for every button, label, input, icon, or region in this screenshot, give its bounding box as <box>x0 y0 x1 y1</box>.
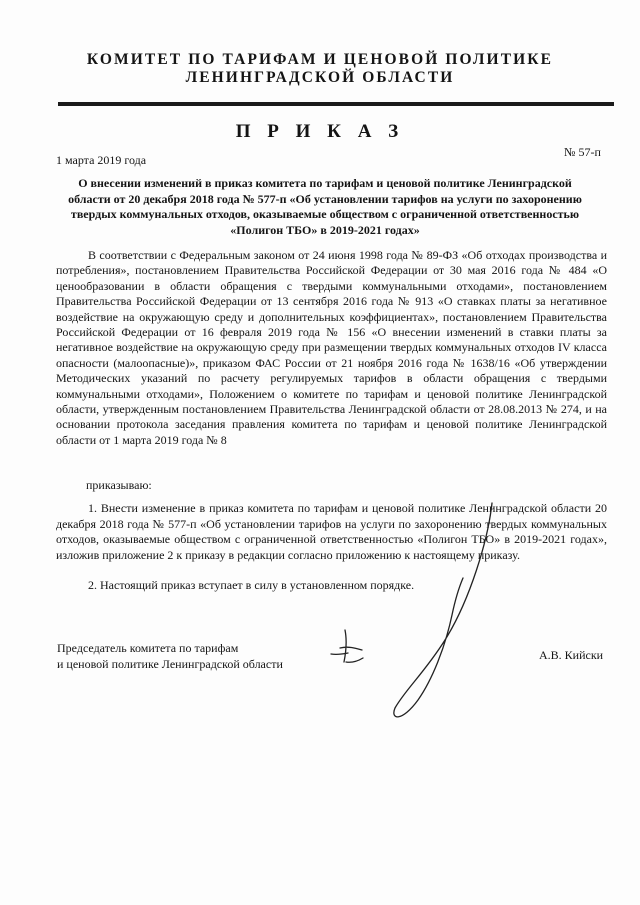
document-date: 1 марта 2019 года <box>56 153 147 167</box>
issuer-header-line2: ЛЕНИНГРАДСКОЙ ОБЛАСТИ <box>185 69 455 86</box>
issuer-header-line1: КОМИТЕТ ПО ТАРИФАМ И ЦЕНОВОЙ ПОЛИТИКЕ <box>86 51 554 68</box>
signer-position-line2: и ценовой политике Ленинградской области <box>57 657 283 671</box>
signer-position <box>57 640 283 672</box>
order-word: приказываю: <box>86 478 152 492</box>
order-item-2: 2. Настоящий приказ вступает в силу в установленном порядке. <box>88 578 415 592</box>
signer-position-line1: Председатель комитета по тарифам <box>57 641 239 655</box>
order-item-1: 1. Внести изменение в приказ комитета по тарифам и ценовой политике Ленинградской области 20 декабря 2018 года № 577-п «Об установлении тарифов на услуги по захоронению твердых коммунальных отходов, оказываемые обществом с ограниченной ответственностью «Полигон ТБО» в 2019-2021 годах», изложив приложение 2 к приказу в редакции согласно приложению к настоящему приказу. <box>56 501 607 562</box>
document-title: П Р И К А З <box>235 121 405 142</box>
document-number: № 57-п <box>564 145 601 159</box>
document-subject: О внесении изменений в приказ комитета по тарифам и ценовой политике Ленинградской области от 20 декабря 2018 года № 577-п «Об установлении тарифов на услуги по захоронению твердых коммунальных отходов, оказываемые обществом с ограниченной ответственностью «Полигон ТБО» в 2019-2021 годах» <box>68 176 582 237</box>
legal-basis-paragraph: В соответствии с Федеральным законом от 24 июня 1998 года № 89-ФЗ «Об отходах производства и потребления», постановлением Правительства Российской Федерации от 30 мая 2016 года № 484 «О ценообразовании в области обращения с твердыми коммунальными отходами», постановлением Правительства Российской Федерации от 13 сентября 2016 года № 913 «О ставках платы за негативное воздействие на окружающую среду и дополнительных коэффициентах», постановлением Правительства Российской Федерации от 16 февраля 2019 года № 156 «О внесении изменений в ставки платы за негативное воздействие на окружающую среду при размещении твердых коммунальных отходов IV класса опасности (малоопасные)», приказом ФАС России от 21 ноября 2016 года № 1638/16 «Об утверждении Методических указаний по расчету регулируемых тарифов в области обращения с твердыми коммунальными отходами», Положением о комитете по тарифам и ценовой политике Ленинградской области, утвержденным постановлением Правительства Ленинградской области от 28.08.2013 № 274, и на основании протокола заседания правления комитета по тарифам и ценовой политике Ленинградской области от 1 марта 2019 года № 8 <box>56 248 607 447</box>
header-divider <box>58 102 614 106</box>
signer-name: А.В. Кийски <box>539 648 604 662</box>
